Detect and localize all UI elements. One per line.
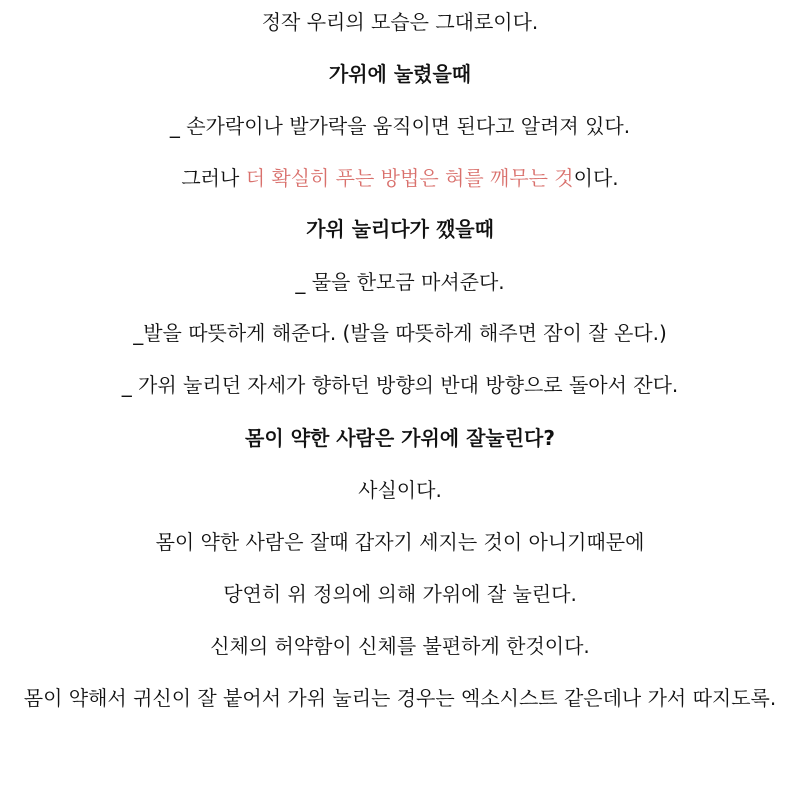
- paragraph: 정작 우리의 모습은 그대로이다.: [261, 10, 539, 34]
- paragraph: 신체의 허약함이 신체를 불편하게 한것이다.: [210, 634, 590, 658]
- section-heading: 가위 눌리다가 깼을때: [306, 217, 494, 241]
- text-prefix: 그러나: [181, 166, 246, 190]
- paragraph: _ 가위 눌리던 자세가 향하던 방향의 반대 방향으로 돌아서 잔다.: [121, 373, 679, 397]
- paragraph-highlighted: [0, 163, 800, 193]
- text-suffix: 이다.: [573, 166, 619, 190]
- paragraph: _발을 따뜻하게 해준다. (발을 따뜻하게 해주면 잠이 잘 온다.): [133, 321, 667, 345]
- paragraph: 당연히 위 정의에 의해 가위에 잘 눌린다.: [223, 582, 577, 606]
- section-heading: 몸이 약한 사람은 가위에 잘눌린다?: [245, 426, 555, 450]
- section-heading: 가위에 눌렸을때: [328, 62, 472, 86]
- paragraph: _ 물을 한모금 마셔준다.: [295, 270, 505, 294]
- paragraph: 몸이 약해서 귀신이 잘 붙어서 가위 눌리는 경우는 엑소시스트 같은데나 가서 따지도록.: [23, 686, 777, 710]
- paragraph: 사실이다.: [358, 478, 442, 502]
- paragraph: 몸이 약한 사람은 잘때 갑자기 세지는 것이 아니기때문에: [155, 530, 645, 554]
- highlighted-text: 더 확실히 푸는 방법은 혀를 깨무는 것: [245, 166, 574, 190]
- paragraph: _ 손가락이나 발가락을 움직이면 된다고 알려져 있다.: [169, 114, 631, 138]
